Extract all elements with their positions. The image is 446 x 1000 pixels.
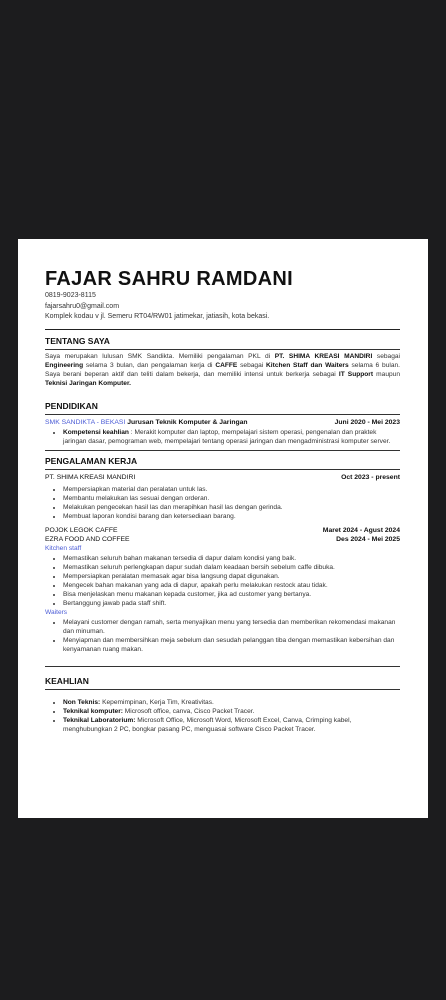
waiter-duties-list (45, 618, 400, 654)
divider (45, 469, 400, 470)
job-duties-list (45, 485, 400, 521)
resume-page (18, 239, 428, 818)
candidate-name: FAJAR SAHRU RAMDANI (45, 268, 293, 290)
education-heading: PENDIDIKAN (45, 400, 98, 411)
skills-list (45, 698, 400, 734)
education-list (45, 428, 400, 446)
list-item: • Mempersiapkan material dan peralatan untuk las. (63, 485, 400, 494)
kitchen-duties-list (45, 554, 400, 608)
divider (45, 329, 400, 330)
job-row (45, 526, 400, 535)
job-company: POJOK LEGOK CAFFE (45, 526, 118, 534)
divider (45, 349, 400, 350)
skills-heading: KEAHLIAN (45, 675, 89, 686)
list-item: • Bertanggung jawab pada staff shift. (63, 599, 400, 608)
list-item: • Non Teknis: Kepemimpinan, Kerja Tim, Kreativitas. (63, 698, 400, 707)
education-period: Juni 2020 - Mei 2023 (334, 418, 400, 426)
list-item: • Teknikal Laboratorium: Microsoft Office, Microsoft Word, Microsoft Excel, Canva, Crimping kabel, menghubungkan 2 PC, bongkar pasang PC, menguasai software Cisco Packet Tracer. (63, 716, 400, 734)
list-item: • Menyiapman dan membersihkan meja sebelum dan sesudah pelanggan tiba dengan memastikan kebersihan dan kenyamanan ruang makan. (63, 636, 400, 654)
list-item: • Memastikan seluruh perlengkapan dapur sudah dalam keadaan bersih sebelum caffe dibuka. (63, 563, 400, 572)
list-item: • Teknikal komputer: Microsoft office, canva, Cisco Packet Tracer. (63, 707, 400, 716)
list-item: • Membuat laporan kondisi barang dan ketersediaan barang. (63, 512, 400, 521)
email-address: fajarsahru0@gmail.com (45, 302, 120, 310)
divider (45, 666, 400, 667)
job-period: Des 2024 - Mei 2025 (336, 535, 400, 543)
job-company: PT. SHIMA KREASI MANDIRI (45, 473, 136, 481)
job-row (45, 535, 400, 544)
role-label: Waiters (45, 608, 68, 616)
education-row (45, 418, 400, 427)
list-item: • Mengecek bahan makanan yang ada di dapur, apakah perlu melakukan restock atau tidak. (63, 581, 400, 590)
divider (45, 450, 400, 451)
list-item: • Memastikan seluruh bahan makanan tersedia di dapur dalam kondisi yang baik. (63, 554, 400, 563)
job-row (45, 473, 400, 482)
list-item: • Bisa menjelaskan menu makanan kepada customer, jika ad customer yang bertanya. (63, 590, 400, 599)
phone-number: 0819-9023-8115 (45, 292, 96, 299)
divider (45, 689, 400, 690)
home-address: Komplek kodau v jl. Semeru RT04/RW01 jatimekar, jatiasih, kota bekasi. (45, 313, 270, 320)
list-item: • Membantu melakukan las sesuai dengan orderan. (63, 494, 400, 503)
school-major: Jurusan Teknik Komputer & Jaringan (125, 418, 248, 426)
list-item: • Melakukan pengecekan hasil las dan merapihkan hasil las dengan gerinda. (63, 503, 400, 512)
job-period: Oct 2023 - present (341, 473, 400, 481)
divider (45, 414, 400, 415)
job-period: Maret 2024 - Agust 2024 (322, 526, 400, 534)
about-paragraph: Saya merupakan lulusan SMK Sandikta. Memiliki pengalaman PKL di PT. SHIMA KREASI MANDIRI sebagai Engineering selama 3 bulan, dan pengalaman kerja di CAFFE sebagai Kitchen Staff dan Waiters selama 6 bulan. Saya berani beperan aktif dan teliti dalam bekerja, dan memiliki intensi untuk berkerja sebagai IT Support maupun Teknisi Jaringan Komputer. (45, 352, 401, 387)
role-label: Kitchen staff (45, 544, 82, 552)
contact-block (45, 291, 400, 323)
education-school (45, 418, 248, 427)
experience-heading: PENGALAMAN KERJA (45, 455, 138, 466)
list-item: • Mempersiapkan peralatan memasak agar bisa langsung dapat digunakan. (63, 572, 400, 581)
about-heading: TENTANG SAYA (45, 335, 110, 346)
job-company: EZRA FOOD AND COFFEE (45, 535, 130, 543)
list-item: • Melayani customer dengan ramah, serta menyajikan menu yang tersedia dan memberikan rekomendasi makanan dan minuman. (63, 618, 400, 636)
list-item: • Kompetensi keahlian : Merakit komputer dan laptop, mempelajari sistem operasi, pengenalan dan praktek jaringan dasar, pemograman web, mempelajari tentang operasi jaringan dan mengadministrasi komputer server. (63, 428, 400, 446)
school-name[interactable]: SMK SANDIKTA - BEKASI (45, 418, 126, 426)
